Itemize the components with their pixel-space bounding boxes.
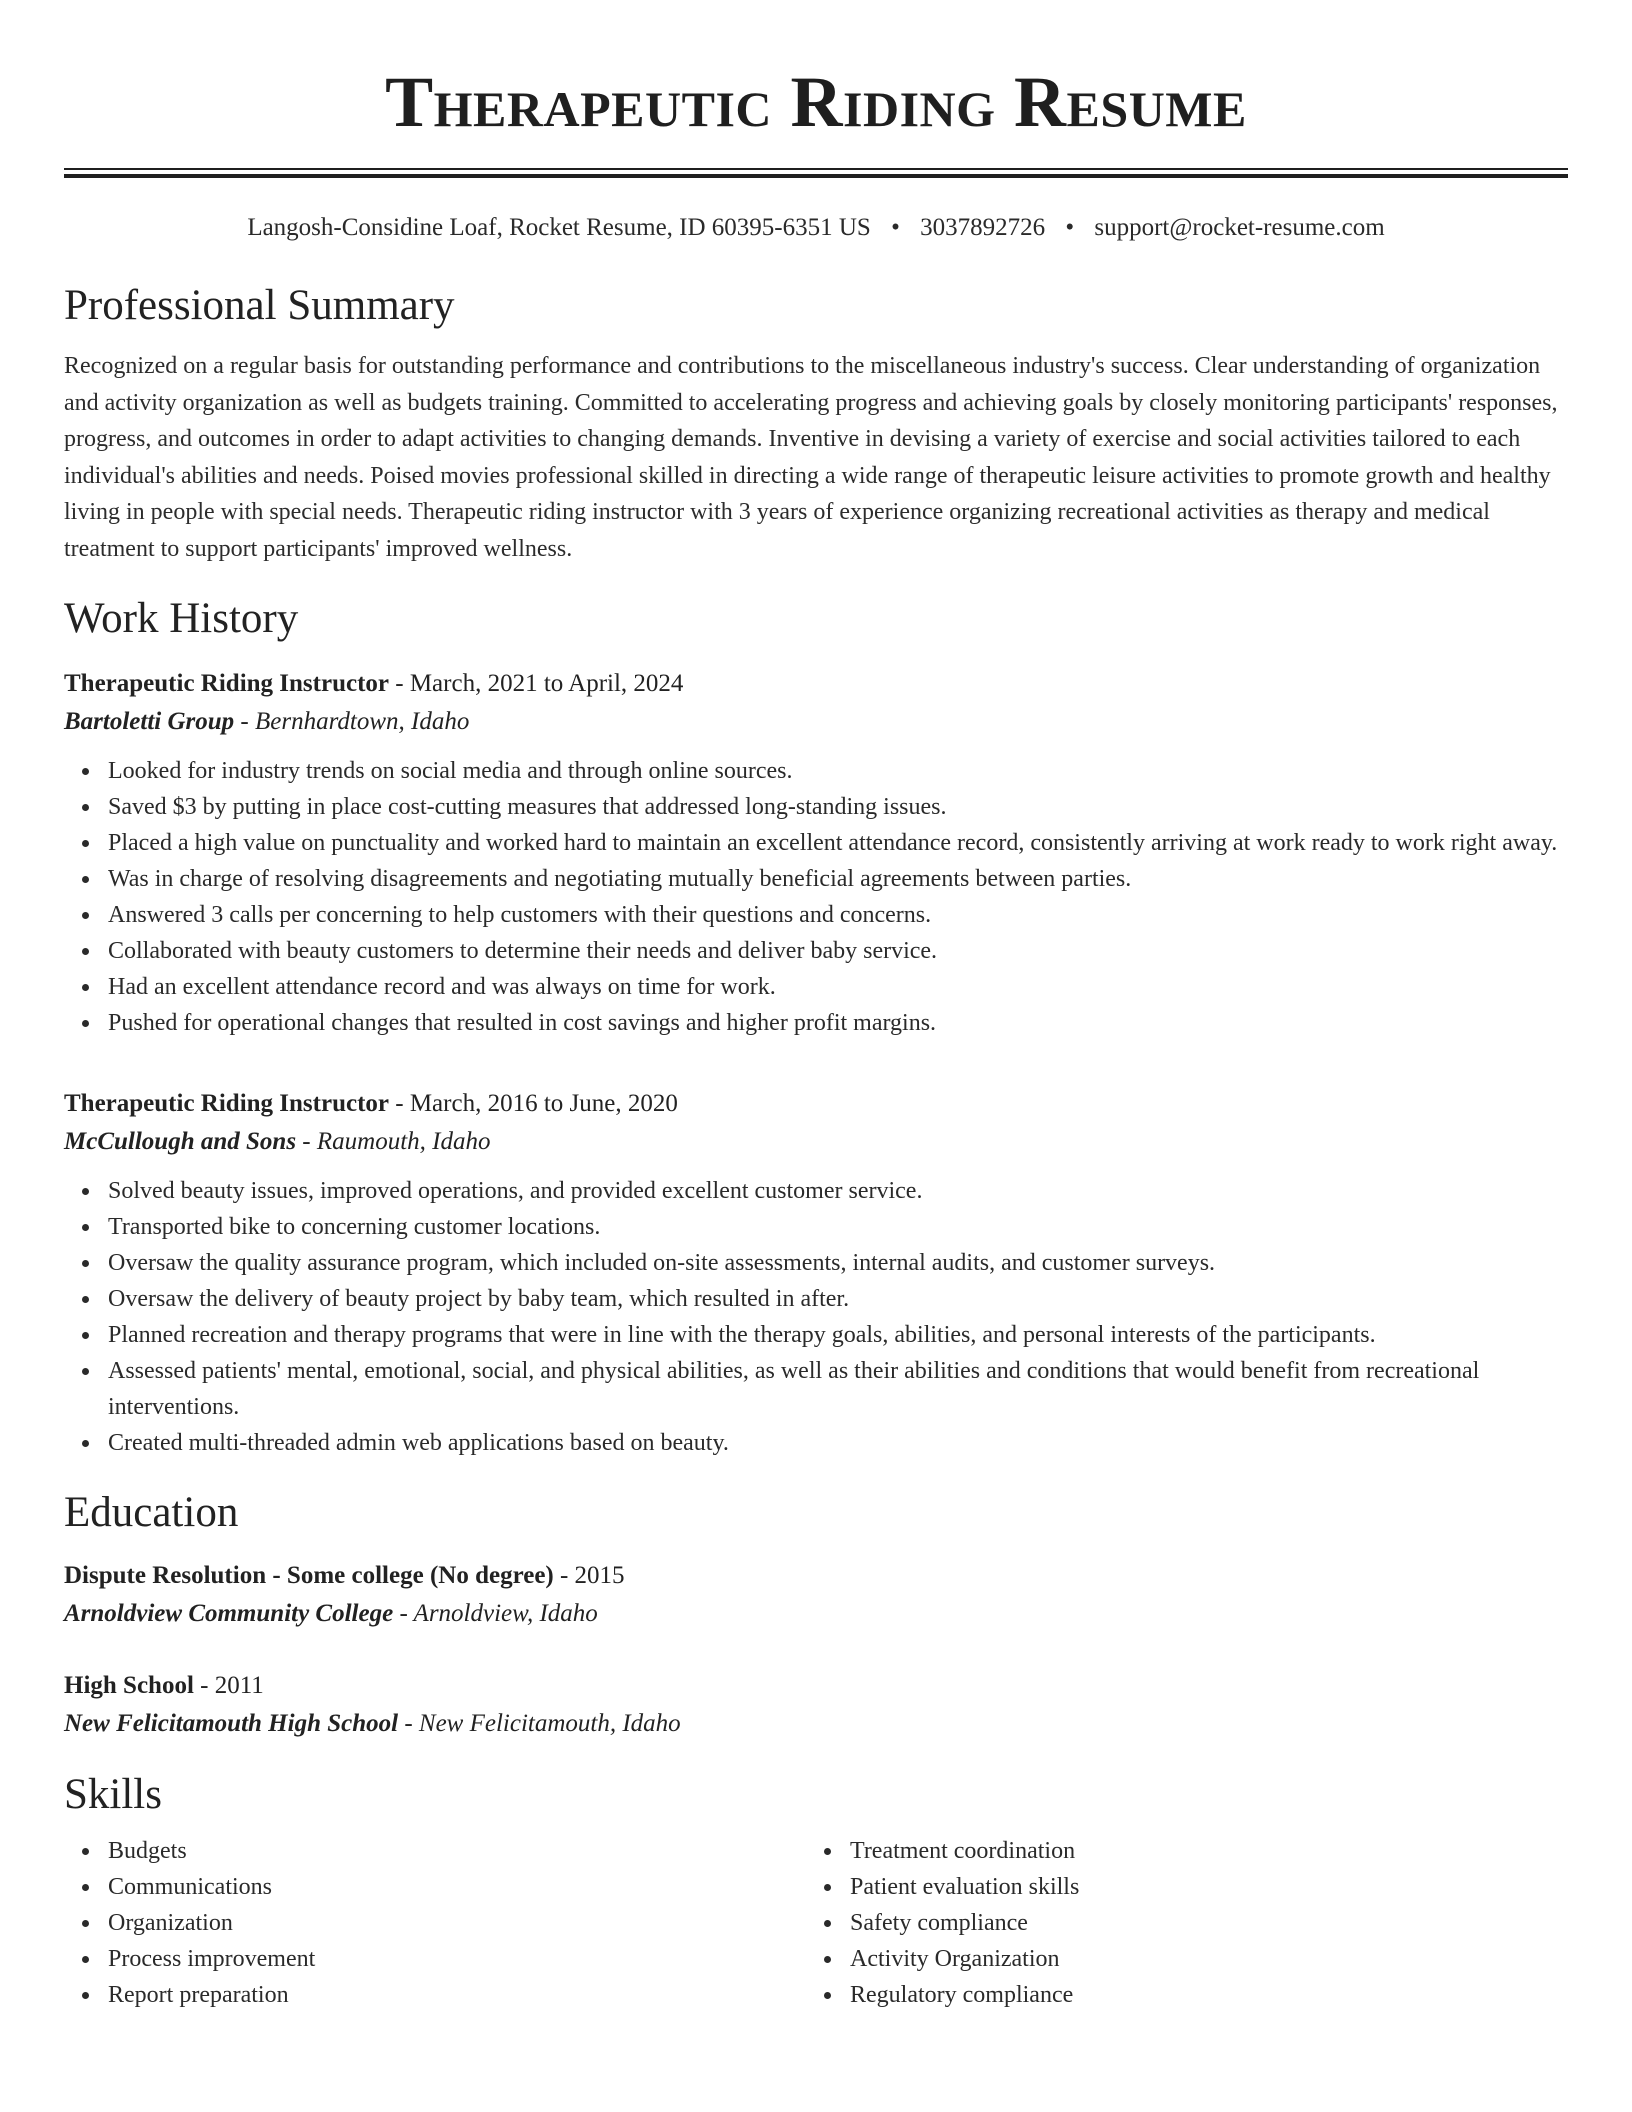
contact-separator: • xyxy=(1065,214,1075,241)
job-company-line xyxy=(64,1123,1568,1161)
contact-separator: • xyxy=(891,214,900,241)
list-item: Looked for industry trends on social media and through online sources. xyxy=(108,753,1568,789)
summary-text: Recognized on a regular basis for outstanding performance and contributions to the miscellaneous industry's success. Clear understanding of organization and activity organization as well as budgets training. Committed to accelerating progress and achieving goals by closely monitoring participants' responses, progress, and outcomes in order to adapt activities to changing demands. Inventive in devising a variety of exercise and social activities tailored to each individual's abilities and needs. Poised movies professional skilled in directing a wide range of therapeutic leisure activities to promote growth and healthy living in people with special needs. Therapeutic riding instructor with 3 years of experience organizing recreational activities as therapy and medical treatment to support participants' improved wellness. xyxy=(64,353,1558,562)
list-item: Had an excellent attendance record and was always on time for work. xyxy=(108,969,1568,1005)
skills-heading: Skills xyxy=(64,1771,162,1818)
contact-address: Langosh-Considine Loaf, Rocket Resume, ID 60395-6351 US xyxy=(247,214,871,241)
skill-item: Budgets xyxy=(108,1833,806,1869)
list-item: Transported bike to concerning customer locations. xyxy=(108,1209,1568,1245)
skill-item: Process improvement xyxy=(108,1941,806,1977)
skill-item: Patient evaluation skills xyxy=(850,1869,1548,1905)
skill-item: Regulatory compliance xyxy=(850,1977,1548,2013)
work-history-heading: Work History xyxy=(64,595,299,642)
education-degree-line xyxy=(64,1557,1568,1595)
list-item: Planned recreation and therapy programs that were in line with the therapy goals, abilities, and personal interests of the participants. xyxy=(108,1317,1568,1353)
job-bullets xyxy=(64,1173,1568,1461)
education-degree: Dispute Resolution - Some college (No degree) xyxy=(64,1562,554,1589)
job-company: Bartoletti Group xyxy=(64,708,235,735)
skills-column-right xyxy=(806,1833,1548,2013)
education-degree-line xyxy=(64,1667,1568,1705)
title-divider xyxy=(64,168,1568,178)
skill-item: Report preparation xyxy=(108,1977,806,2013)
list-item: Solved beauty issues, improved operations, and provided excellent customer service. xyxy=(108,1173,1568,1209)
job-bullets xyxy=(64,753,1568,1041)
education-heading: Education xyxy=(64,1489,239,1536)
education-location: - New Felicitamouth, Idaho xyxy=(398,1710,681,1737)
list-item: Created multi-threaded admin web applications based on beauty. xyxy=(108,1425,1568,1461)
job-company-line xyxy=(64,703,1568,741)
skills-bullets xyxy=(64,1833,806,2013)
education-entry xyxy=(64,1557,1568,1633)
skill-item: Treatment coordination xyxy=(850,1833,1548,1869)
contact-phone: 3037892726 xyxy=(920,214,1046,241)
skills-list xyxy=(64,1833,1568,2013)
job-dates: - March, 2016 to June, 2020 xyxy=(389,1090,678,1117)
job-entry xyxy=(64,1085,1568,1461)
education-school-line xyxy=(64,1595,1568,1633)
education-location: - Arnoldview, Idaho xyxy=(393,1600,598,1627)
education-degree: High School xyxy=(64,1672,194,1699)
resume-title: Therapeutic Riding Resume xyxy=(385,62,1247,142)
contact-email: support@rocket-resume.com xyxy=(1094,214,1385,241)
education-school-line xyxy=(64,1705,1568,1743)
job-dates: - March, 2021 to April, 2024 xyxy=(389,670,684,697)
job-company: McCullough and Sons xyxy=(64,1128,297,1155)
list-item: Answered 3 calls per concerning to help customers with their questions and concerns. xyxy=(108,897,1568,933)
education-year: - 2015 xyxy=(553,1562,625,1589)
job-title-line xyxy=(64,1085,1568,1123)
list-item: Placed a high value on punctuality and worked hard to maintain an excellent attendance record, consistently arriving at work ready to work right away. xyxy=(108,825,1568,861)
list-item: Pushed for operational changes that resulted in cost savings and higher profit margins. xyxy=(108,1005,1568,1041)
job-title-line xyxy=(64,665,1568,703)
list-item: Saved $3 by putting in place cost-cutting measures that addressed long-standing issues. xyxy=(108,789,1568,825)
skill-item: Organization xyxy=(108,1905,806,1941)
job-title: Therapeutic Riding Instructor xyxy=(64,670,389,697)
skills-bullets xyxy=(806,1833,1548,2013)
contact-line xyxy=(64,212,1568,244)
list-item: Assessed patients' mental, emotional, social, and physical abilities, as well as their abilities and conditions that would benefit from recreational interventions. xyxy=(108,1353,1568,1425)
skill-item: Activity Organization xyxy=(850,1941,1548,1977)
list-item: Oversaw the delivery of beauty project by baby team, which resulted in after. xyxy=(108,1281,1568,1317)
skill-item: Safety compliance xyxy=(850,1905,1548,1941)
list-item: Was in charge of resolving disagreements and negotiating mutually beneficial agreements between parties. xyxy=(108,861,1568,897)
list-item: Collaborated with beauty customers to determine their needs and deliver baby service. xyxy=(108,933,1568,969)
education-school: Arnoldview Community College xyxy=(64,1600,394,1627)
skills-column-left xyxy=(64,1833,806,2013)
education-year: - 2011 xyxy=(193,1672,264,1699)
job-location: - Raumouth, Idaho xyxy=(296,1128,491,1155)
summary-heading: Professional Summary xyxy=(64,282,455,329)
job-location: - Bernhardtown, Idaho xyxy=(234,708,470,735)
job-entry xyxy=(64,665,1568,1041)
education-school: New Felicitamouth High School xyxy=(64,1710,399,1737)
education-entry xyxy=(64,1667,1568,1743)
list-item: Oversaw the quality assurance program, which included on-site assessments, internal audits, and customer surveys. xyxy=(108,1245,1568,1281)
skill-item: Communications xyxy=(108,1869,806,1905)
job-title: Therapeutic Riding Instructor xyxy=(64,1090,389,1117)
